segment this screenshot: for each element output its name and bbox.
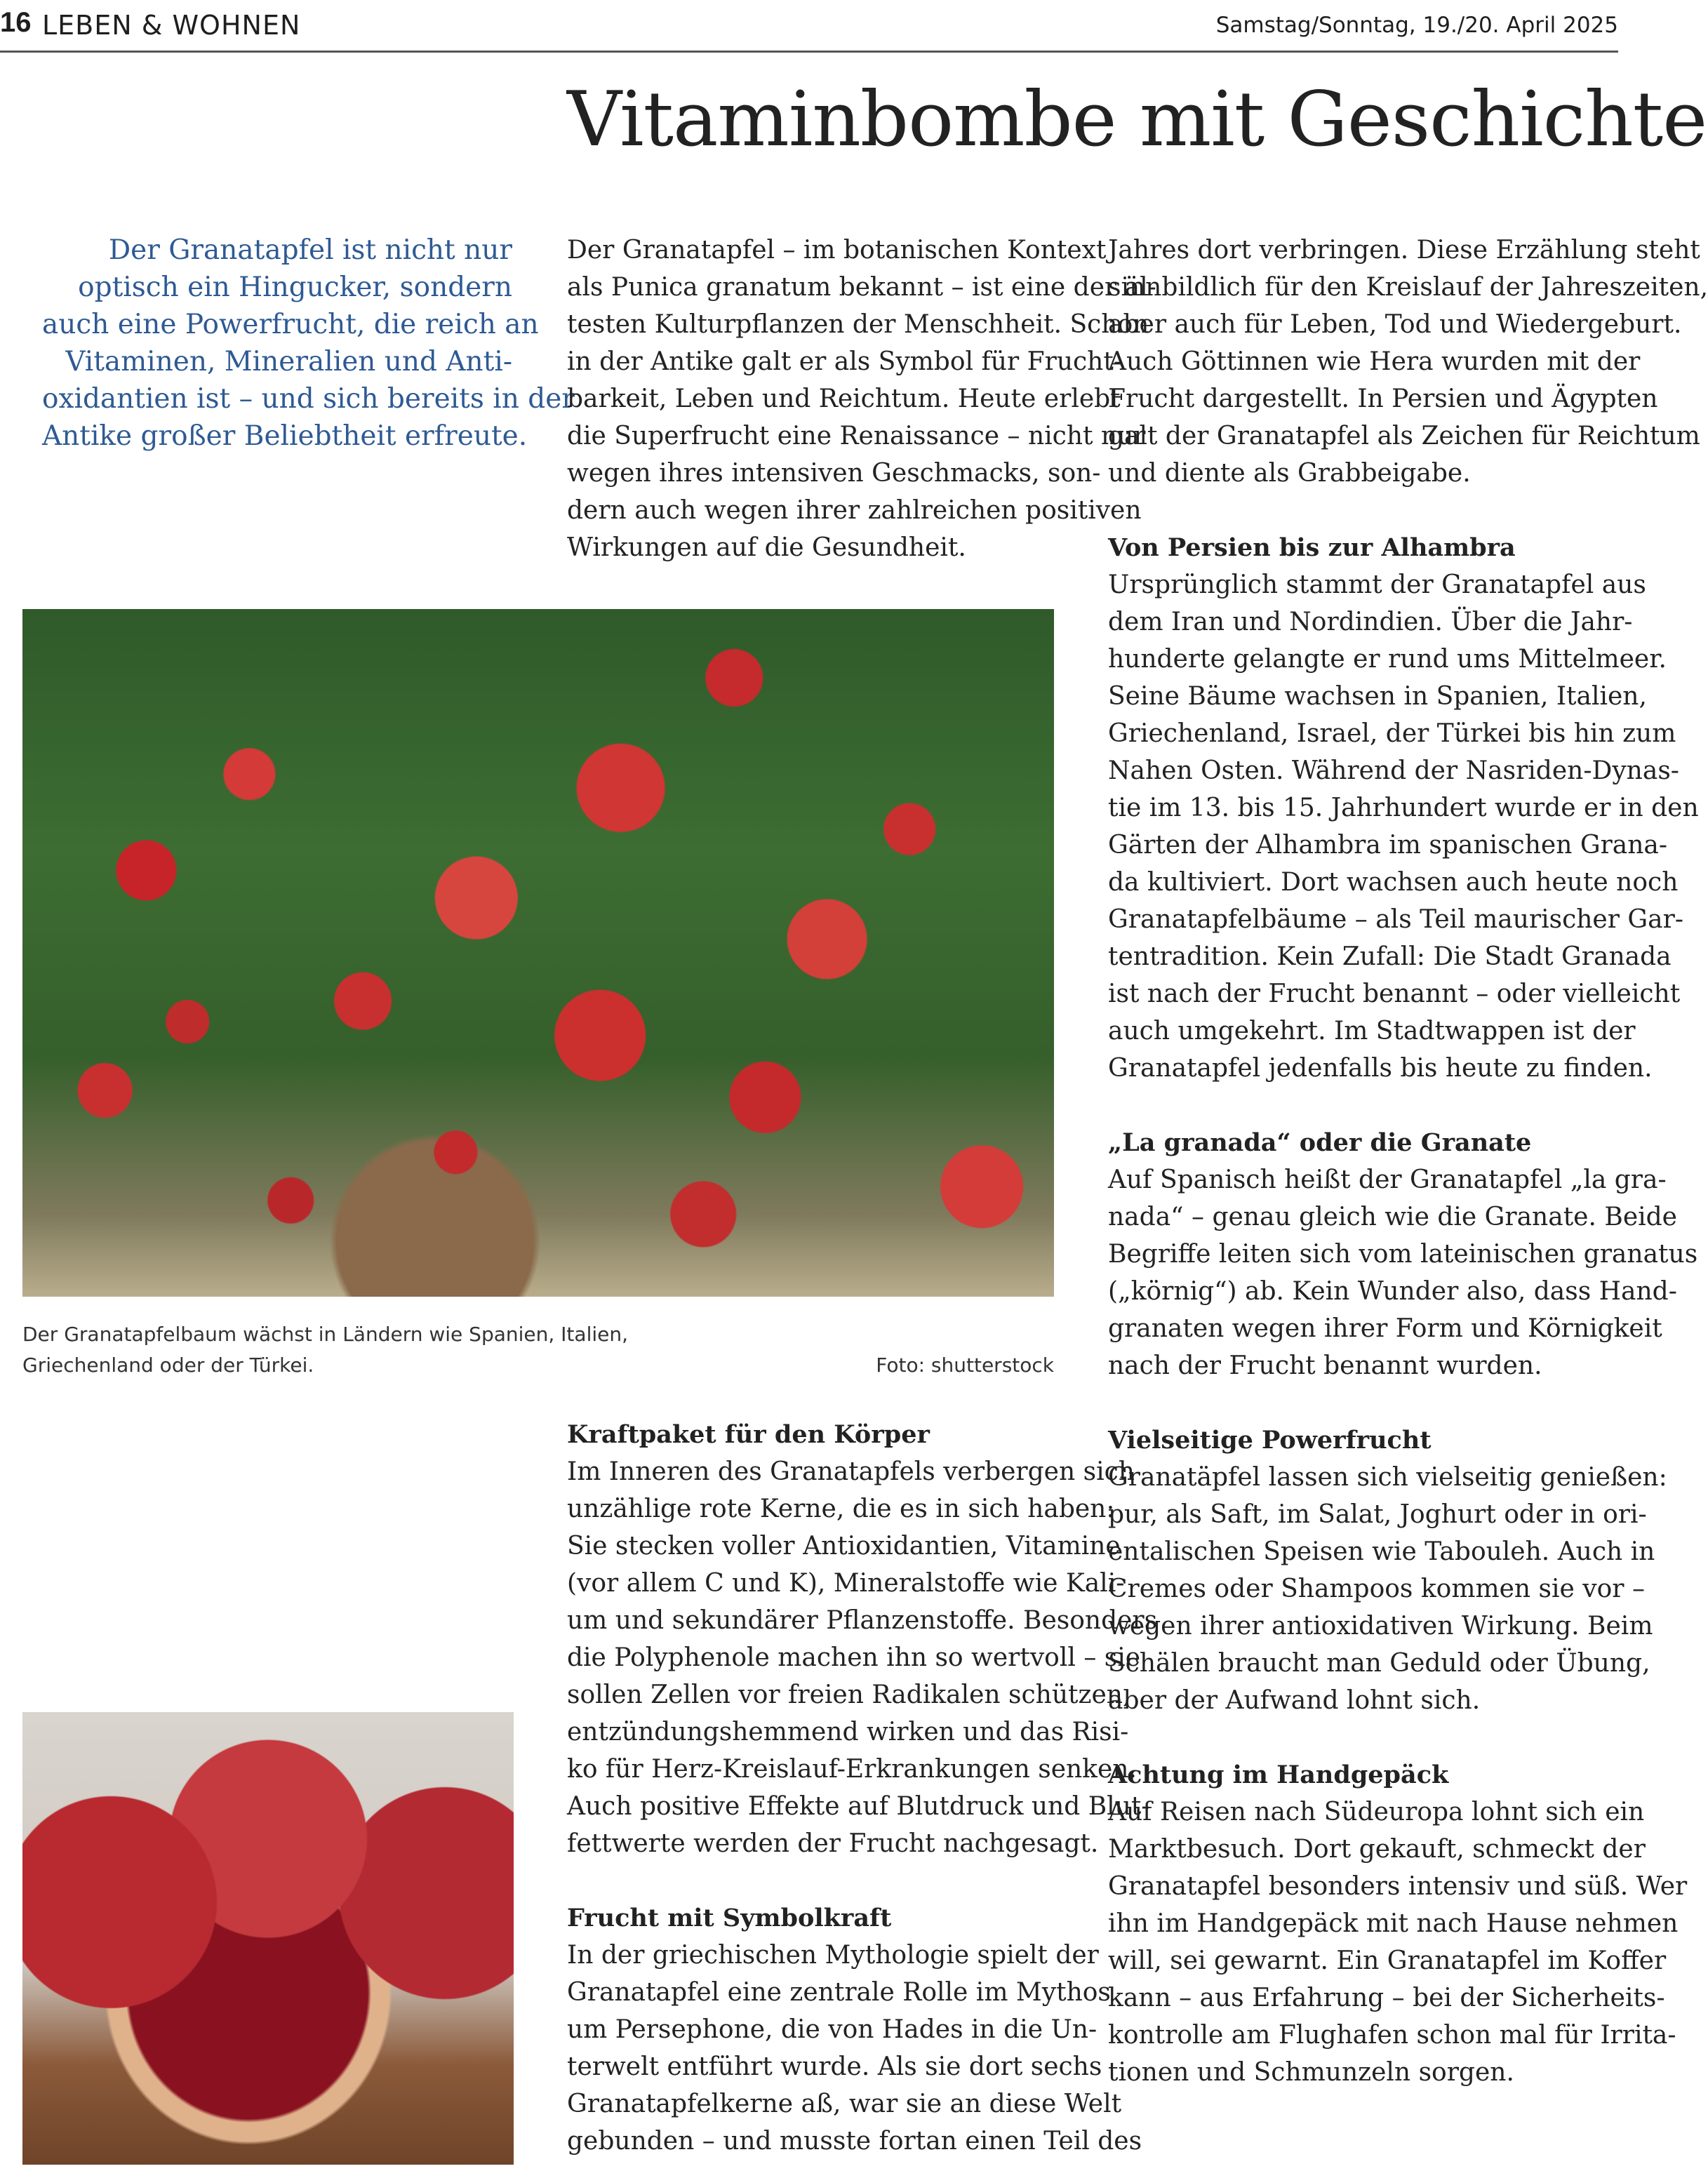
text-line: Auch Göttinnen wie Hera wurden mit der bbox=[1108, 347, 1641, 376]
right-column bbox=[1108, 232, 1708, 2091]
text-line: wegen ihres intensiven Geschmacks, son- bbox=[567, 459, 1101, 488]
text-line: tie im 13. bis 15. Jahrhundert wurde er in den bbox=[1108, 794, 1699, 822]
text-line: als Punica granatum bekannt – ist eine der äl- bbox=[567, 273, 1156, 302]
text-line: testen Kulturpflanzen der Menschheit. Schon bbox=[567, 310, 1149, 339]
text-line: terwelt entführt wurde. Als sie dort sechs bbox=[567, 2052, 1102, 2081]
text-line: barkeit, Leben und Reichtum. Heute erlebt bbox=[567, 385, 1121, 413]
section-heading: Achtung im Handgepäck bbox=[1108, 1761, 1449, 1789]
text-line: ihn im Handgepäck mit nach Hause nehmen bbox=[1108, 1909, 1679, 1938]
text-line: Nahen Osten. Während der Nasriden-Dynas- bbox=[1108, 756, 1679, 785]
middle-column bbox=[567, 1416, 1158, 2160]
text-line: Ursprünglich stammt der Granatapfel aus bbox=[1108, 570, 1646, 599]
paragraph-gap bbox=[567, 1862, 1055, 1899]
text-line: („körnig“) ab. Kein Wunder also, dass Hand- bbox=[1108, 1277, 1677, 1306]
text-line: kontrolle am Flughafen schon mal für Irrita- bbox=[1108, 2021, 1676, 2050]
text-line: wegen ihrer antioxidativen Wirkung. Beim bbox=[1108, 1612, 1653, 1641]
text-line: um und sekundärer Pflanzenstoffe. Besonders bbox=[567, 1606, 1158, 1635]
section-heading: Kraftpaket für den Körper bbox=[567, 1420, 930, 1449]
text-line: Wirkungen auf die Gesundheit. bbox=[567, 533, 966, 562]
teaser-line: Vitaminen, Mineralien und Anti- bbox=[65, 346, 512, 378]
text-line: entzündungshemmend wirken und das Risi- bbox=[567, 1718, 1129, 1746]
text-line: Seine Bäume wachsen in Spanien, Italien, bbox=[1108, 682, 1647, 711]
text-line: auch umgekehrt. Im Stadtwappen ist der bbox=[1108, 1017, 1636, 1045]
page-number: 16 bbox=[0, 7, 32, 38]
text-line: Granatäpfel lassen sich vielseitig genießen: bbox=[1108, 1463, 1667, 1492]
teaser-line: Der Granatapfel ist nicht nur bbox=[108, 234, 512, 266]
caption-line: Griechenland oder der Türkei. bbox=[22, 1354, 314, 1377]
text-line: in der Antike galt er als Symbol für Frucht- bbox=[567, 347, 1122, 376]
text-line: ist nach der Frucht benannt – oder vielleicht bbox=[1108, 980, 1681, 1008]
intro-paragraph bbox=[567, 232, 1156, 566]
text-line: Granatapfel besonders intensiv und süß. Wer bbox=[1108, 1872, 1688, 1901]
text-line: galt der Granatapfel als Zeichen für Reichtum bbox=[1108, 422, 1700, 450]
text-line: gebunden – und musste fortan einen Teil des bbox=[567, 2127, 1142, 2156]
text-line: da kultiviert. Dort wachsen auch heute noch bbox=[1108, 868, 1679, 897]
teaser bbox=[42, 232, 575, 455]
text-line: Jahres dort verbringen. Diese Erzählung steht bbox=[1108, 236, 1700, 265]
section-name: LEBEN & WOHNEN bbox=[42, 10, 301, 41]
header-rule bbox=[0, 51, 1618, 53]
section-heading: Vielseitige Powerfrucht bbox=[1108, 1426, 1432, 1455]
article-headline: Vitaminbombe mit Geschichte bbox=[567, 76, 1707, 163]
text-line: tionen und Schmunzeln sorgen. bbox=[1108, 2058, 1514, 2087]
text-line: nada“ – genau gleich wie die Granate. Beide bbox=[1108, 1203, 1677, 1231]
text-line: dern auch wegen ihrer zahlreichen positiven bbox=[567, 496, 1142, 525]
text-line: fettwerte werden der Frucht nachgesagt. bbox=[567, 1829, 1099, 1858]
photo-credit: Foto: shutterstock bbox=[876, 1354, 1054, 1377]
text-line: pur, als Saft, im Salat, Joghurt oder in ori- bbox=[1108, 1500, 1647, 1529]
text-line: die Superfrucht eine Renaissance – nicht nur bbox=[567, 422, 1146, 450]
paragraph-gap bbox=[1108, 492, 1597, 529]
text-line: In der griechischen Mythologie spielt der bbox=[567, 1941, 1099, 1970]
text-line: Der Granatapfel – im botanischen Kontext bbox=[567, 236, 1107, 265]
pomegranate-tree-photo bbox=[22, 609, 1054, 1297]
text-line: Granatapfelbäume – als Teil maurischer Gar- bbox=[1108, 905, 1683, 934]
text-line: hunderte gelangte er rund ums Mittelmeer. bbox=[1108, 645, 1667, 674]
text-line: entalischen Speisen wie Tabouleh. Auch in bbox=[1108, 1537, 1655, 1566]
text-line: um Persephone, die von Hades in die Un- bbox=[567, 2015, 1097, 2044]
text-line: ko für Herz-Kreislauf-Erkrankungen senken. bbox=[567, 1755, 1137, 1784]
teaser-line: auch eine Powerfrucht, die reich an bbox=[42, 309, 539, 340]
text-line: kann – aus Erfahrung – bei der Sicherheits- bbox=[1108, 1984, 1665, 2012]
text-line: die Polyphenole machen ihn so wertvoll – sie bbox=[567, 1643, 1141, 1672]
text-line: (vor allem C und K), Mineralstoffe wie Kali- bbox=[567, 1569, 1125, 1598]
text-line: Frucht dargestellt. In Persien und Ägypten bbox=[1108, 385, 1658, 413]
pomegranate-fruit-photo bbox=[22, 1712, 514, 2165]
text-line: aber auch für Leben, Tod und Wiedergeburt. bbox=[1108, 310, 1682, 339]
text-line: Griechenland, Israel, der Türkei bis hin zum bbox=[1108, 719, 1676, 748]
section-heading: „La granada“ oder die Granate bbox=[1108, 1128, 1532, 1157]
text-line: will, sei gewarnt. Ein Granatapfel im Koffer bbox=[1108, 1946, 1667, 1975]
teaser-line: optisch ein Hingucker, sondern bbox=[78, 272, 512, 303]
section-heading: Von Persien bis zur Alhambra bbox=[1108, 533, 1516, 562]
text-line: dem Iran und Nordindien. Über die Jahr- bbox=[1108, 608, 1633, 636]
text-line: sollen Zellen vor freien Radikalen schützen, bbox=[567, 1681, 1131, 1709]
text-line: unzählige rote Kerne, die es in sich haben: bbox=[567, 1495, 1115, 1523]
text-line: granaten wegen ihrer Form und Körnigkeit bbox=[1108, 1314, 1662, 1343]
teaser-line: oxidantien ist – und sich bereits in der bbox=[42, 383, 575, 415]
text-line: Gärten der Alhambra im spanischen Grana- bbox=[1108, 831, 1668, 860]
text-line: Granatapfelkerne aß, war sie an diese Welt bbox=[567, 2090, 1122, 2118]
text-line: Sie stecken voller Antioxidantien, Vitamine bbox=[567, 1532, 1121, 1561]
section-heading: Frucht mit Symbolkraft bbox=[567, 1904, 892, 1932]
paragraph-gap bbox=[1108, 1087, 1597, 1124]
text-line: tentradition. Kein Zufall: Die Stadt Granada bbox=[1108, 942, 1672, 971]
text-line: Schälen braucht man Geduld oder Übung, bbox=[1108, 1649, 1650, 1678]
text-line: Auf Reisen nach Südeuropa lohnt sich ein bbox=[1108, 1798, 1645, 1826]
text-line: nach der Frucht benannt wurden. bbox=[1108, 1351, 1542, 1380]
teaser-line: Antike großer Beliebtheit erfreute. bbox=[42, 420, 528, 452]
caption-line: Der Granatapfelbaum wächst in Ländern wie Spanien, Italien, bbox=[22, 1323, 628, 1346]
text-line: Cremes oder Shampoos kommen sie vor – bbox=[1108, 1575, 1645, 1603]
text-line: und diente als Grabbeigabe. bbox=[1108, 459, 1471, 488]
issue-date: Samstag/Sonntag, 19./20. April 2025 bbox=[1215, 13, 1618, 38]
text-line: Auf Spanisch heißt der Granatapfel „la gra- bbox=[1108, 1165, 1667, 1194]
paragraph-gap bbox=[1108, 1384, 1597, 1422]
text-line: Granatapfel eine zentrale Rolle im Mythos bbox=[567, 1978, 1111, 2007]
text-line: Begriffe leiten sich vom lateinischen granatus bbox=[1108, 1240, 1698, 1269]
text-line: Marktbesuch. Dort gekauft, schmeckt der bbox=[1108, 1835, 1646, 1864]
text-line: aber der Aufwand lohnt sich. bbox=[1108, 1686, 1481, 1715]
paragraph-gap bbox=[1108, 1719, 1597, 1756]
text-line: Auch positive Effekte auf Blutdruck und Blut- bbox=[567, 1792, 1150, 1821]
text-line: Im Inneren des Granatapfels verbergen sich bbox=[567, 1457, 1135, 1486]
text-line: sinnbildlich für den Kreislauf der Jahreszeiten, bbox=[1108, 273, 1708, 302]
text-line: Granatapfel jedenfalls bis heute zu finden. bbox=[1108, 1054, 1653, 1083]
